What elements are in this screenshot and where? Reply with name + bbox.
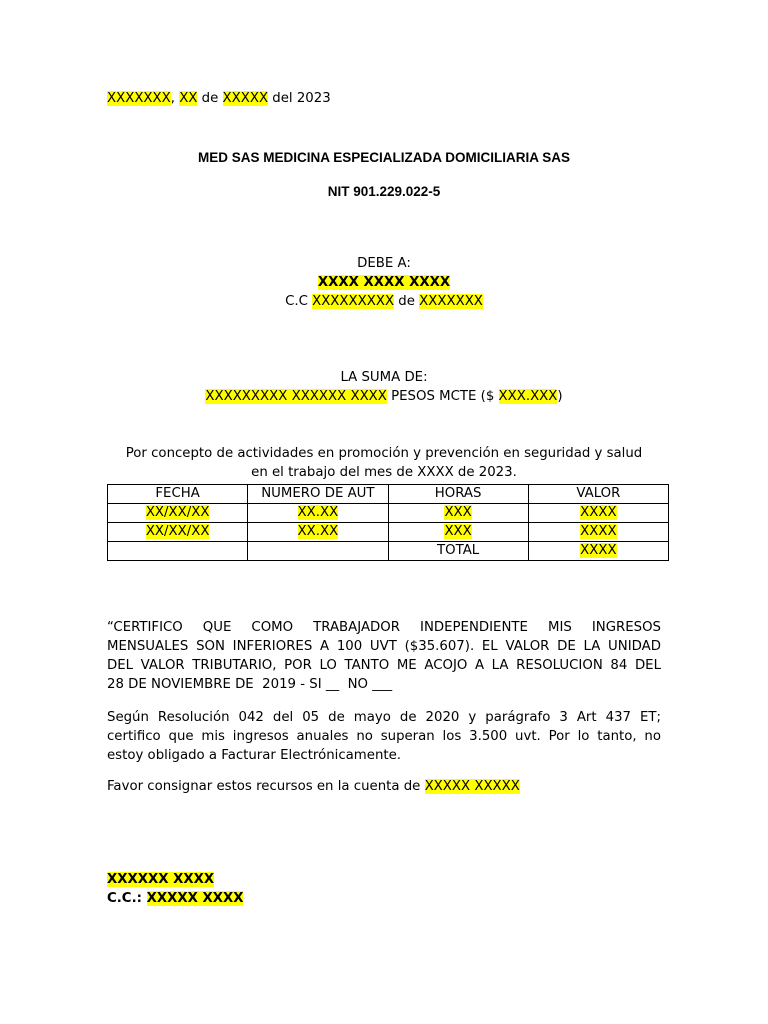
resolucion-line-1: Según Resolución 042 del 05 de mayo de 2020 y parágrafo 3 Art 437 ET; bbox=[107, 710, 661, 725]
debe-cc-prefix: C.C bbox=[285, 294, 313, 309]
suma-label: LA SUMA DE: bbox=[340, 370, 428, 385]
cell-fecha bbox=[108, 504, 248, 523]
certifico-line-3: DEL VALOR TRIBUTARIO, POR LO TANTO ME ACOJO A LA RESOLUCION 84 DEL bbox=[107, 658, 661, 673]
date-day: XX bbox=[179, 91, 198, 106]
suma-amount-words: XXXXXXXXX XXXXXX XXXX bbox=[205, 389, 387, 404]
cell-valor-value: XXXX bbox=[580, 524, 617, 539]
total-label: TOTAL bbox=[388, 542, 528, 561]
suma-line bbox=[0, 387, 768, 406]
favor-account: XXXXX XXXXX bbox=[424, 779, 520, 794]
debe-cc-city: XXXXXXX bbox=[419, 294, 483, 309]
cell-horas bbox=[388, 504, 528, 523]
debe-person-name: XXXX XXXX XXXX bbox=[317, 275, 451, 290]
debe-cc-number: XXXXXXXXX bbox=[312, 294, 395, 309]
total-value: XXXX bbox=[580, 543, 617, 558]
signature-cc-line bbox=[107, 889, 243, 908]
date-year: del 2023 bbox=[268, 91, 331, 106]
table-total-row bbox=[108, 542, 669, 561]
table-header-row bbox=[108, 485, 669, 504]
suma-amount-number: XXX.XXX bbox=[498, 389, 558, 404]
date-month: XXXXX bbox=[222, 91, 269, 106]
cell-valor bbox=[528, 523, 668, 542]
signature-cc-label: C.C.: bbox=[107, 891, 147, 906]
header-horas: HORAS bbox=[388, 485, 528, 504]
date-separator: , bbox=[170, 91, 180, 106]
company-name: MED SAS MEDICINA ESPECIALIZADA DOMICILIARIA SAS bbox=[197, 150, 570, 165]
cell-fecha-value: XX/XX/XX bbox=[145, 505, 210, 520]
debe-label: DEBE A: bbox=[357, 256, 411, 271]
cell-numero-aut bbox=[248, 523, 388, 542]
date-city: XXXXXXX bbox=[107, 91, 171, 106]
header-fecha: FECHA bbox=[108, 485, 248, 504]
resolucion-line-2: certifico que mis ingresos anuales no superan los 3.500 uvt. Por lo tanto, no bbox=[107, 729, 661, 744]
cell-numero-aut-value: XX.XX bbox=[297, 505, 339, 520]
table-row bbox=[108, 504, 669, 523]
suma-close: ) bbox=[557, 389, 563, 404]
signature-cc-value: XXXXX XXXX bbox=[146, 891, 244, 906]
signature-name: XXXXXX XXXX bbox=[107, 872, 215, 887]
debe-cc-de: de bbox=[394, 294, 420, 309]
table-row bbox=[108, 523, 669, 542]
favor-line bbox=[107, 777, 520, 796]
cell-horas bbox=[388, 523, 528, 542]
total-cell bbox=[528, 542, 668, 561]
certifico-line-1: “CERTIFICO QUE COMO TRABAJADOR INDEPENDIENTE MIS INGRESOS bbox=[107, 620, 661, 635]
date-line bbox=[107, 89, 331, 108]
company-nit: NIT 901.229.022-5 bbox=[327, 184, 441, 199]
cell-empty bbox=[248, 542, 388, 561]
debe-person-line bbox=[0, 273, 768, 292]
cell-valor-value: XXXX bbox=[580, 505, 617, 520]
concepto-line-1: Por concepto de actividades en promoción y prevención en seguridad y salud bbox=[125, 446, 643, 461]
cell-valor bbox=[528, 504, 668, 523]
certifico-line-2: MENSUALES SON INFERIORES A 100 UVT ($35.607). EL VALOR DE LA UNIDAD bbox=[107, 639, 661, 654]
cell-numero-aut bbox=[248, 504, 388, 523]
suma-mid: PESOS MCTE ($ bbox=[386, 389, 499, 404]
certifico-line-4: 28 DE NOVIEMBRE DE 2019 - SI __ NO ___ bbox=[107, 677, 393, 692]
favor-text: Favor consignar estos recursos en la cuenta de bbox=[107, 779, 425, 794]
cell-horas-value: XXX bbox=[444, 524, 472, 539]
cell-fecha bbox=[108, 523, 248, 542]
resolucion-line-3: estoy obligado a Facturar Electrónicamente. bbox=[107, 748, 401, 763]
cell-fecha-value: XX/XX/XX bbox=[145, 524, 210, 539]
signature-name-line bbox=[107, 870, 214, 889]
date-de: de bbox=[197, 91, 223, 106]
cell-horas-value: XXX bbox=[444, 505, 472, 520]
header-numero-aut: NUMERO DE AUT bbox=[248, 485, 388, 504]
cell-numero-aut-value: XX.XX bbox=[297, 524, 339, 539]
cell-empty bbox=[108, 542, 248, 561]
concepto-line-2: en el trabajo del mes de XXXX de 2023. bbox=[251, 465, 517, 480]
resolucion-paragraph bbox=[107, 708, 661, 765]
debe-cc-line bbox=[0, 292, 768, 311]
certifico-paragraph bbox=[107, 618, 661, 694]
invoice-table bbox=[107, 484, 669, 561]
header-valor: VALOR bbox=[528, 485, 668, 504]
